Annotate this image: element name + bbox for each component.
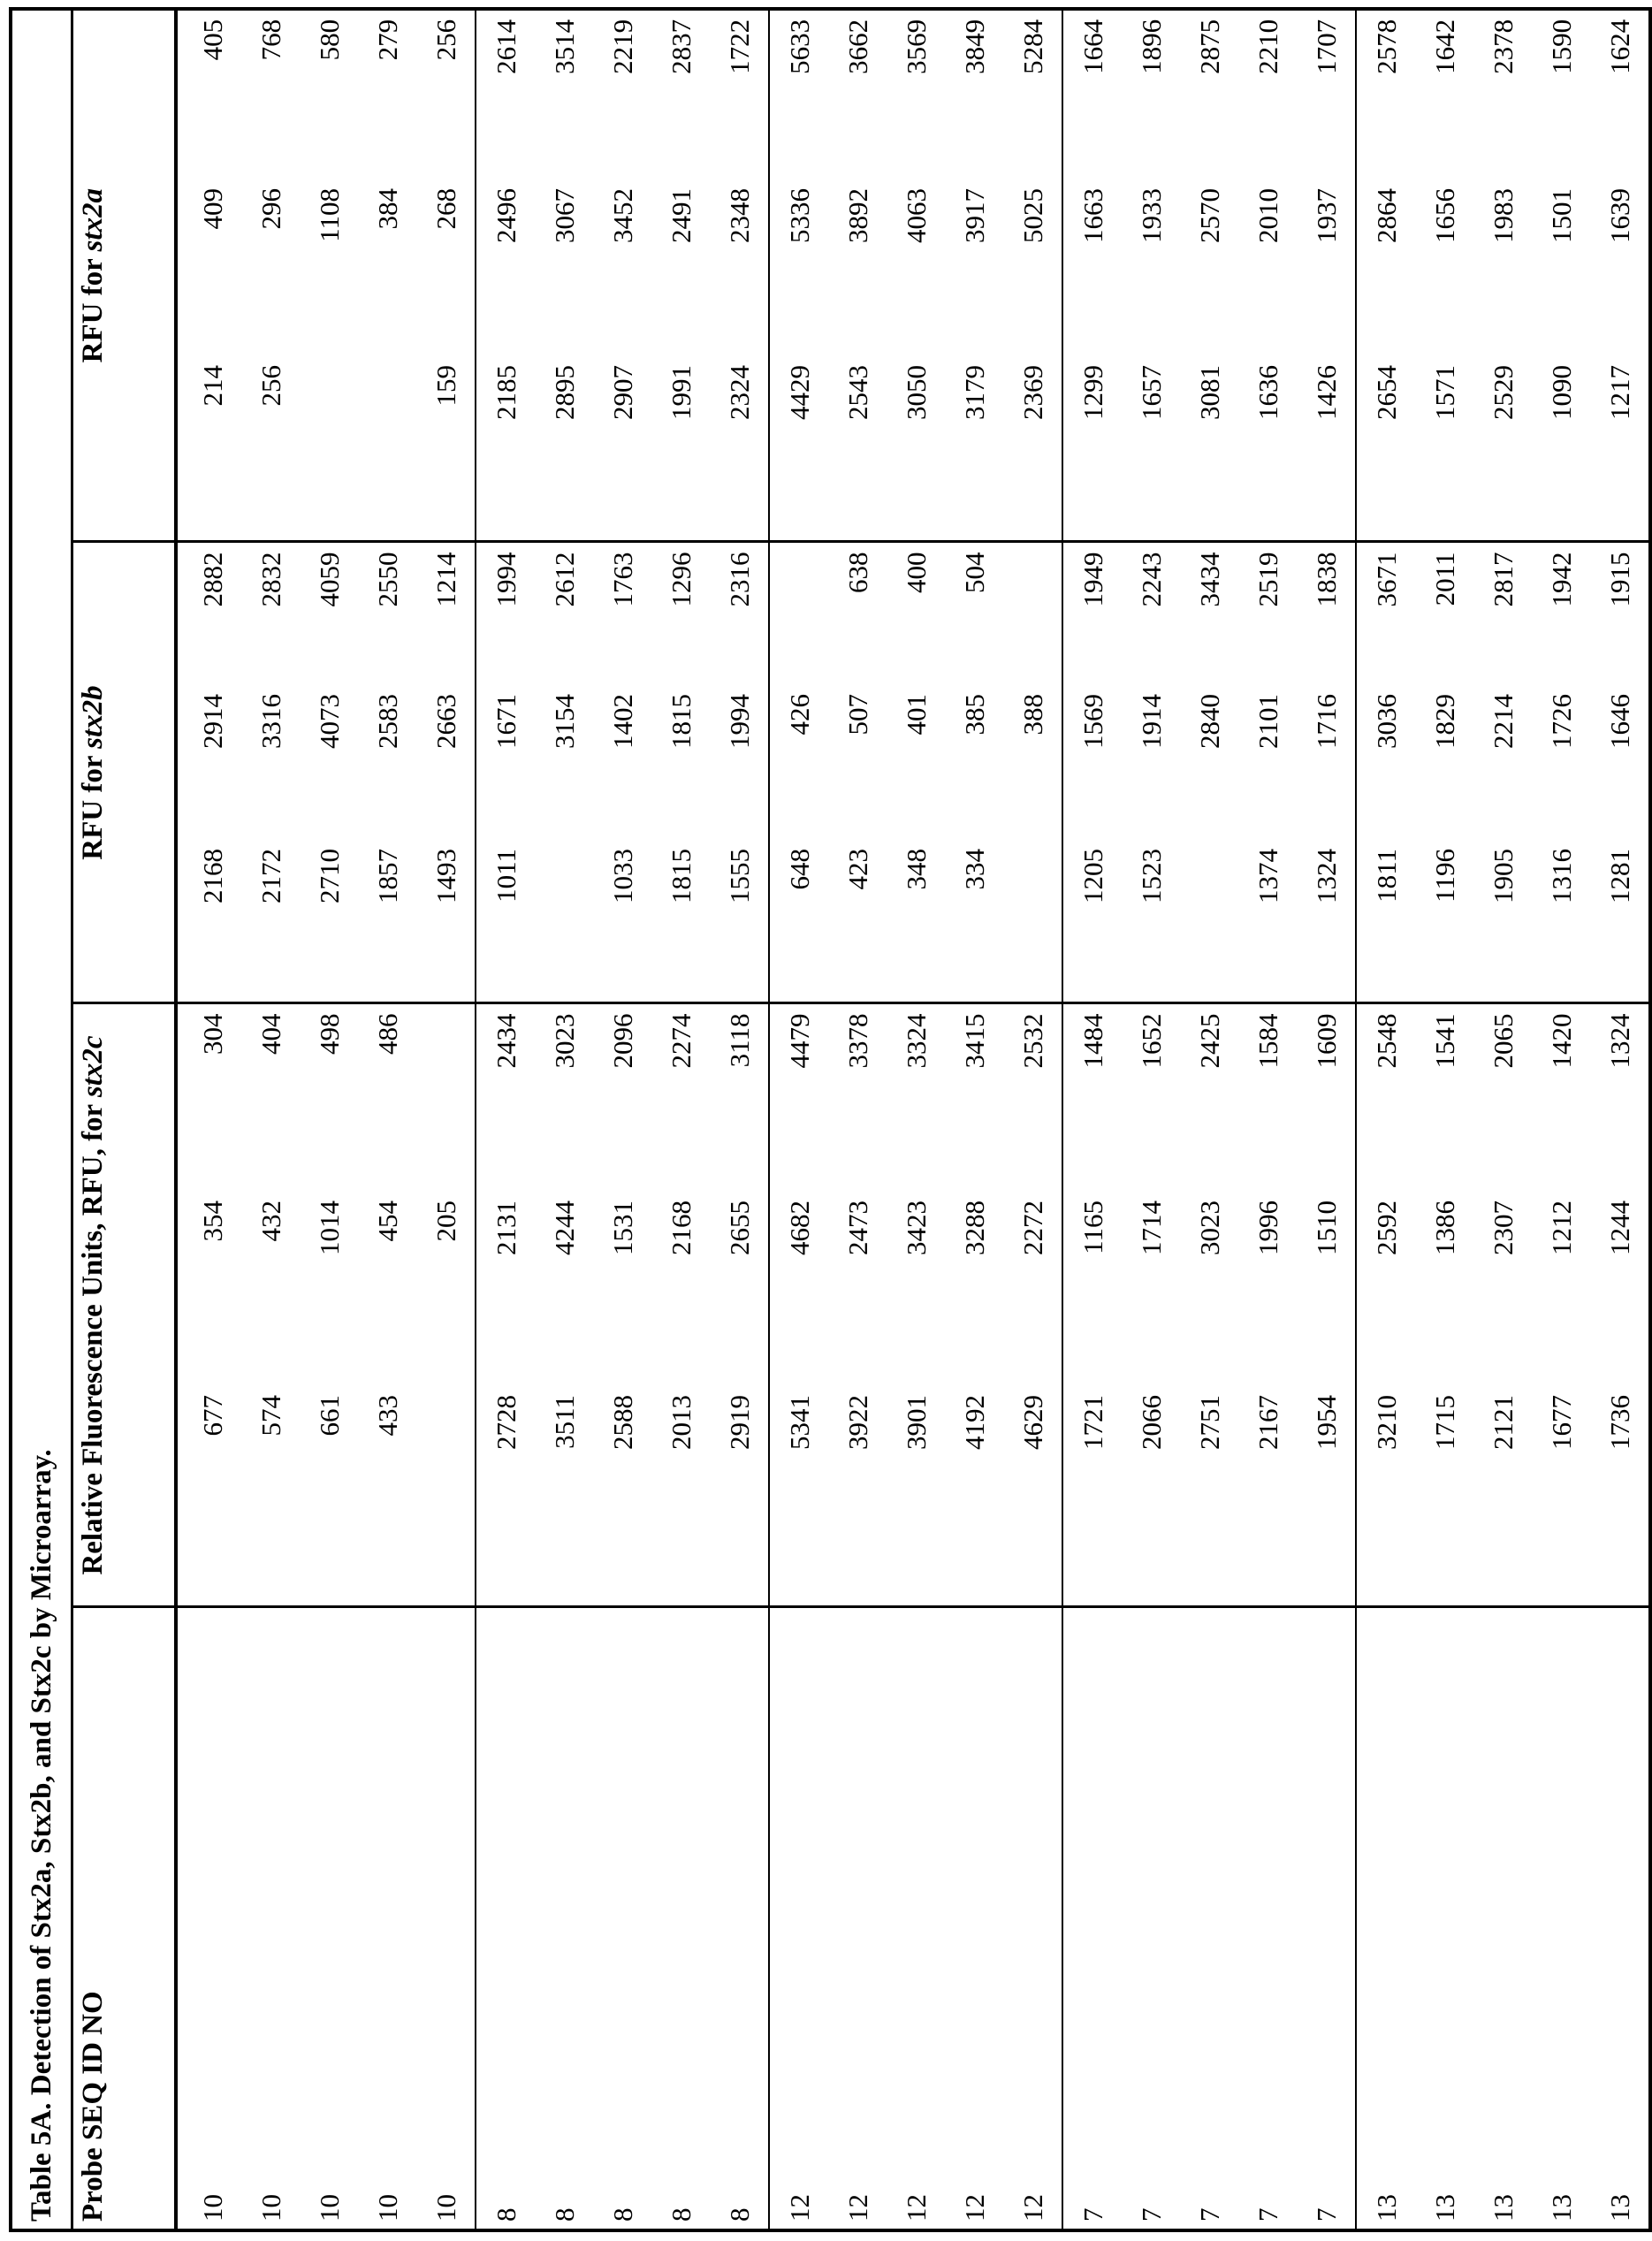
probe-id-cell: 10 (358, 1607, 416, 2230)
rfu-cell: 1646 (1590, 694, 1650, 849)
rfu-cell: 3452 (593, 188, 651, 365)
rfu-cell: 1584 (1238, 1003, 1297, 1201)
rfu-cell: 4479 (769, 1003, 828, 1201)
rfu-cell: 1642 (1415, 9, 1473, 188)
rfu-cell: 3081 (1180, 365, 1238, 542)
rfu-cell: 3662 (828, 9, 887, 188)
rfu-cell: 1991 (651, 365, 710, 542)
rfu-cell: 2274 (651, 1003, 710, 1201)
probe-id-cell: 13 (1473, 1607, 1532, 2230)
rfu-cell: 4629 (1003, 1395, 1062, 1607)
rfu-cell (300, 365, 358, 542)
table-row (535, 9, 593, 2230)
rfu-cell: 2121 (1473, 1395, 1532, 1607)
probe-id-cell: 8 (593, 1607, 651, 2230)
probe-id-cell: 12 (887, 1607, 945, 2230)
rfu-cell: 388 (1003, 694, 1062, 849)
rfu-cell: 354 (176, 1201, 241, 1395)
rfu-cell: 423 (828, 849, 887, 1003)
rfu-cell: 2011 (1415, 542, 1473, 694)
rfu-cell: 1736 (1590, 1395, 1650, 1607)
rfu-cell: 3378 (828, 1003, 887, 1201)
rfu-cell: 1402 (593, 694, 651, 849)
rfu-cell: 1954 (1297, 1395, 1356, 1607)
rfu-cell: 3288 (945, 1201, 1003, 1395)
table-row (1297, 9, 1356, 2230)
rfu-cell: 4059 (300, 542, 358, 694)
table-row (651, 9, 710, 2230)
rfu-cell: 2378 (1473, 9, 1532, 188)
rfu-cell: 1196 (1415, 849, 1473, 1003)
rfu-cell: 1636 (1238, 365, 1297, 542)
rfu-cell (535, 849, 593, 1003)
rfu-cell: 2612 (535, 542, 593, 694)
rfu-cell: 3511 (535, 1395, 593, 1607)
rfu-cell: 348 (887, 849, 945, 1003)
table-row (1238, 9, 1297, 2230)
header-gene: stx2c (77, 1035, 109, 1097)
rfu-cell: 3154 (535, 694, 593, 849)
rfu-cell (769, 542, 828, 694)
header-gene: stx2b (77, 685, 109, 749)
table-row (593, 9, 651, 2230)
rfu-cell: 1677 (1532, 1395, 1590, 1607)
table-row (945, 9, 1003, 2230)
table-row (476, 9, 535, 2230)
rfu-cell: 661 (300, 1395, 358, 1607)
probe-id-cell: 13 (1356, 1607, 1415, 2230)
rfu-cell: 205 (416, 1201, 476, 1395)
rfu-cell: 2168 (176, 849, 241, 1003)
rfu-cell: 2348 (710, 188, 769, 365)
rfu-cell: 2614 (476, 9, 535, 188)
rfu-cell: 279 (358, 9, 416, 188)
rfu-cell: 1296 (651, 542, 710, 694)
rfu-cell: 2907 (593, 365, 651, 542)
rfu-cell: 2434 (476, 1003, 535, 1201)
table-row (1122, 9, 1180, 2230)
rfu-cell: 2548 (1356, 1003, 1415, 1201)
rfu-cell: 2210 (1238, 9, 1297, 188)
rfu-cell: 2219 (593, 9, 651, 188)
rfu-cell: 1664 (1062, 9, 1122, 188)
table-row (887, 9, 945, 2230)
rfu-cell: 214 (176, 365, 241, 542)
rfu-cell: 2710 (300, 849, 358, 1003)
rfu-cell: 2010 (1238, 188, 1297, 365)
rfu-cell: 2214 (1473, 694, 1532, 849)
rfu-cell: 2491 (651, 188, 710, 365)
rfu-cell: 304 (176, 1003, 241, 1201)
rfu-cell: 256 (241, 365, 300, 542)
rfu-cell: 2272 (1003, 1201, 1062, 1395)
rfu-cell: 1420 (1532, 1003, 1590, 1201)
probe-id-cell: 12 (1003, 1607, 1062, 2230)
results-table (9, 7, 1652, 2232)
rfu-cell: 1763 (593, 542, 651, 694)
rfu-cell: 2369 (1003, 365, 1062, 542)
rfu-cell: 1656 (1415, 188, 1473, 365)
table-row (1062, 9, 1122, 2230)
rfu-cell: 1983 (1473, 188, 1532, 365)
rfu-cell: 1715 (1415, 1395, 1473, 1607)
rfu-cell: 1838 (1297, 542, 1356, 694)
rfu-cell: 3569 (887, 9, 945, 188)
probe-id-cell: 10 (416, 1607, 476, 2230)
rfu-cell: 1555 (710, 849, 769, 1003)
rfu-cell: 2592 (1356, 1201, 1415, 1395)
rfu-cell: 1721 (1062, 1395, 1122, 1607)
rfu-cell: 3415 (945, 1003, 1003, 1201)
rfu-cell: 1716 (1297, 694, 1356, 849)
rfu-cell: 385 (945, 694, 1003, 849)
rfu-cell: 2570 (1180, 188, 1238, 365)
rfu-cell (1180, 849, 1238, 1003)
rfu-cell: 2425 (1180, 1003, 1238, 1201)
rfu-cell: 432 (241, 1201, 300, 1395)
rfu-cell: 1108 (300, 188, 358, 365)
rfu-cell: 1707 (1297, 9, 1356, 188)
rfu-cell: 2663 (416, 694, 476, 849)
rfu-cell: 1994 (710, 694, 769, 849)
rfu-cell: 1426 (1297, 365, 1356, 542)
rfu-cell: 4192 (945, 1395, 1003, 1607)
probe-id-cell: 10 (176, 1607, 241, 2230)
rfu-cell: 1652 (1122, 1003, 1180, 1201)
rfu-cell: 3423 (887, 1201, 945, 1395)
rfu-cell: 1569 (1062, 694, 1122, 849)
rfu-cell: 1590 (1532, 9, 1590, 188)
rfu-cell: 1214 (416, 542, 476, 694)
table-row (1356, 9, 1415, 2230)
rfu-cell: 2324 (710, 365, 769, 542)
header-gene: stx2a (77, 188, 109, 252)
rfu-cell: 1722 (710, 9, 769, 188)
rfu-cell: 2882 (176, 542, 241, 694)
rfu-cell: 1014 (300, 1201, 358, 1395)
rfu-cell: 1281 (1590, 849, 1650, 1003)
header-stx2b (72, 542, 177, 1003)
rfu-cell: 1324 (1297, 849, 1356, 1003)
table-row (710, 9, 769, 2230)
rfu-cell: 1033 (593, 849, 651, 1003)
rfu-cell: 334 (945, 849, 1003, 1003)
rfu-cell: 648 (769, 849, 828, 1003)
rfu-cell: 1386 (1415, 1201, 1473, 1395)
table-row (1003, 9, 1062, 2230)
rfu-cell: 3036 (1356, 694, 1415, 849)
rfu-cell: 1937 (1297, 188, 1356, 365)
rfu-cell: 256 (416, 9, 476, 188)
rfu-cell: 1815 (651, 694, 710, 849)
header-probe: Probe SEQ ID NO (72, 1607, 177, 2230)
rfu-cell: 1609 (1297, 1003, 1356, 1201)
rfu-cell: 2832 (241, 542, 300, 694)
rfu-cell: 2167 (1238, 1395, 1297, 1607)
probe-id-cell: 7 (1180, 1607, 1238, 2230)
header-label: RFU for (77, 749, 109, 860)
rfu-cell: 2066 (1122, 1395, 1180, 1607)
table-row (769, 9, 828, 2230)
table-row (828, 9, 887, 2230)
rfu-cell: 1205 (1062, 849, 1122, 1003)
rfu-cell: 1714 (1122, 1201, 1180, 1395)
probe-id-cell: 8 (651, 1607, 710, 2230)
rfu-cell: 1857 (358, 849, 416, 1003)
rfu-cell: 2307 (1473, 1201, 1532, 1395)
probe-id-cell: 7 (1122, 1607, 1180, 2230)
rfu-cell: 2543 (828, 365, 887, 542)
rfu-cell: 2013 (651, 1395, 710, 1607)
rfu-cell: 2496 (476, 188, 535, 365)
rfu-cell: 2473 (828, 1201, 887, 1395)
rfu-cell: 159 (416, 365, 476, 542)
rfu-cell: 401 (887, 694, 945, 849)
table-title: Table 5A. Detection of Stx2a, Stx2b, and Stx2c by Microarray. (11, 9, 72, 2230)
probe-id-cell: 8 (535, 1607, 593, 2230)
table-row (176, 9, 241, 2230)
rfu-cell: 1829 (1415, 694, 1473, 849)
rfu-cell: 3901 (887, 1395, 945, 1607)
rfu-cell: 2519 (1238, 542, 1297, 694)
rfu-cell: 268 (416, 188, 476, 365)
rotated-page (0, 0, 1631, 2241)
rfu-cell: 2185 (476, 365, 535, 542)
rfu-cell: 1324 (1590, 1003, 1650, 1201)
rfu-cell: 3324 (887, 1003, 945, 1201)
rfu-cell: 3023 (1180, 1201, 1238, 1395)
rfu-cell: 1949 (1062, 542, 1122, 694)
rfu-cell: 2588 (593, 1395, 651, 1607)
header-stx2a (72, 9, 177, 542)
rfu-cell: 1933 (1122, 188, 1180, 365)
rfu-cell: 574 (241, 1395, 300, 1607)
rfu-cell: 486 (358, 1003, 416, 1201)
rfu-cell: 1815 (651, 849, 710, 1003)
rfu-cell: 2096 (593, 1003, 651, 1201)
rfu-cell: 3849 (945, 9, 1003, 188)
rfu-cell: 3922 (828, 1395, 887, 1607)
rfu-cell: 5341 (769, 1395, 828, 1607)
rfu-cell: 504 (945, 542, 1003, 694)
rfu-cell: 1011 (476, 849, 535, 1003)
rfu-cell: 4429 (769, 365, 828, 542)
rfu-cell: 2583 (358, 694, 416, 849)
rfu-cell: 1165 (1062, 1201, 1122, 1395)
rfu-cell: 1639 (1590, 188, 1650, 365)
rfu-cell: 1914 (1122, 694, 1180, 849)
rfu-cell: 3067 (535, 188, 593, 365)
rfu-cell: 1090 (1532, 365, 1590, 542)
table-row (1180, 9, 1238, 2230)
rfu-cell: 3316 (241, 694, 300, 849)
rfu-cell: 1915 (1590, 542, 1650, 694)
rfu-cell: 3892 (828, 188, 887, 365)
probe-id-cell: 7 (1238, 1607, 1297, 2230)
rfu-cell: 1217 (1590, 365, 1650, 542)
rfu-cell: 2728 (476, 1395, 535, 1607)
rfu-cell: 2243 (1122, 542, 1180, 694)
rfu-cell: 2817 (1473, 542, 1532, 694)
rfu-cell: 1510 (1297, 1201, 1356, 1395)
rfu-cell: 3210 (1356, 1395, 1415, 1607)
probe-id-cell: 12 (769, 1607, 828, 2230)
rfu-cell: 2101 (1238, 694, 1297, 849)
rfu-cell (1003, 849, 1062, 1003)
rfu-cell: 1493 (416, 849, 476, 1003)
rfu-cell: 5336 (769, 188, 828, 365)
probe-id-cell: 10 (300, 1607, 358, 2230)
rfu-cell: 409 (176, 188, 241, 365)
probe-id-cell: 12 (945, 1607, 1003, 2230)
rfu-cell: 5633 (769, 9, 828, 188)
rfu-cell: 2578 (1356, 9, 1415, 188)
probe-id-cell: 10 (241, 1607, 300, 2230)
probe-id-cell: 8 (710, 1607, 769, 2230)
rfu-cell: 3434 (1180, 542, 1238, 694)
rfu-cell: 4073 (300, 694, 358, 849)
rfu-cell: 1994 (476, 542, 535, 694)
table-row (358, 9, 416, 2230)
rfu-cell: 1484 (1062, 1003, 1122, 1201)
header-label: Relative Fluorescence Units, RFU, for (77, 1097, 109, 1574)
rfu-cell: 4244 (535, 1201, 593, 1395)
rfu-cell: 5284 (1003, 9, 1062, 188)
rfu-cell: 2919 (710, 1395, 769, 1607)
rfu-cell: 1316 (1532, 849, 1590, 1003)
rfu-cell: 3023 (535, 1003, 593, 1201)
rfu-cell: 2914 (176, 694, 241, 849)
rfu-cell: 2065 (1473, 1003, 1532, 1201)
rfu-cell: 3917 (945, 188, 1003, 365)
rfu-cell: 1523 (1122, 849, 1180, 1003)
rfu-cell (1003, 542, 1062, 694)
rfu-cell: 3118 (710, 1003, 769, 1201)
probe-id-cell: 7 (1062, 1607, 1122, 2230)
rfu-cell: 2529 (1473, 365, 1532, 542)
rfu-cell: 1374 (1238, 849, 1297, 1003)
probe-id-cell: 13 (1590, 1607, 1650, 2230)
rfu-cell: 1571 (1415, 365, 1473, 542)
rfu-cell: 2654 (1356, 365, 1415, 542)
rfu-cell: 1671 (476, 694, 535, 849)
rfu-cell: 400 (887, 542, 945, 694)
rfu-cell: 1996 (1238, 1201, 1297, 1395)
rfu-cell: 405 (176, 9, 241, 188)
rfu-cell: 5025 (1003, 188, 1062, 365)
rfu-cell: 1501 (1532, 188, 1590, 365)
rfu-cell: 3050 (887, 365, 945, 542)
table-row (1532, 9, 1590, 2230)
rfu-cell: 4682 (769, 1201, 828, 1395)
rfu-cell: 507 (828, 694, 887, 849)
header-label: RFU for (77, 252, 109, 363)
rfu-cell: 1811 (1356, 849, 1415, 1003)
rfu-cell: 1244 (1590, 1201, 1650, 1395)
rfu-cell: 1212 (1532, 1201, 1590, 1395)
rfu-cell: 580 (300, 9, 358, 188)
rfu-cell: 2532 (1003, 1003, 1062, 1201)
rfu-cell (416, 1395, 476, 1607)
probe-id-cell: 12 (828, 1607, 887, 2230)
rfu-cell: 384 (358, 188, 416, 365)
probe-id-cell: 8 (476, 1607, 535, 2230)
rfu-cell: 296 (241, 188, 300, 365)
rfu-cell: 2864 (1356, 188, 1415, 365)
rfu-cell: 768 (241, 9, 300, 188)
rfu-cell: 1663 (1062, 188, 1122, 365)
rfu-cell: 2131 (476, 1201, 535, 1395)
table-row (1415, 9, 1473, 2230)
rfu-cell: 3514 (535, 9, 593, 188)
probe-id-cell: 7 (1297, 1607, 1356, 2230)
rfu-cell: 2550 (358, 542, 416, 694)
rfu-cell: 1531 (593, 1201, 651, 1395)
rfu-cell: 498 (300, 1003, 358, 1201)
rfu-cell: 3671 (1356, 542, 1415, 694)
rfu-cell: 1657 (1122, 365, 1180, 542)
rfu-cell: 1624 (1590, 9, 1650, 188)
table-row (300, 9, 358, 2230)
table-row (416, 9, 476, 2230)
rfu-cell: 638 (828, 542, 887, 694)
rfu-cell (358, 365, 416, 542)
rfu-cell: 4063 (887, 188, 945, 365)
rfu-cell: 2837 (651, 9, 710, 188)
rfu-cell: 2875 (1180, 9, 1238, 188)
rfu-cell: 404 (241, 1003, 300, 1201)
rfu-cell: 677 (176, 1395, 241, 1607)
rfu-cell: 454 (358, 1201, 416, 1395)
rfu-cell (416, 1003, 476, 1201)
rfu-cell: 1726 (1532, 694, 1590, 849)
rfu-cell: 2751 (1180, 1395, 1238, 1607)
table-row (1473, 9, 1532, 2230)
rfu-cell: 2655 (710, 1201, 769, 1395)
probe-id-cell: 13 (1415, 1607, 1473, 2230)
rfu-cell: 2895 (535, 365, 593, 542)
rfu-cell: 1905 (1473, 849, 1532, 1003)
rfu-cell: 1541 (1415, 1003, 1473, 1201)
rfu-cell: 433 (358, 1395, 416, 1607)
rfu-cell: 1299 (1062, 365, 1122, 542)
rfu-cell: 2840 (1180, 694, 1238, 849)
rfu-cell: 426 (769, 694, 828, 849)
probe-id-cell: 13 (1532, 1607, 1590, 2230)
rfu-cell: 1896 (1122, 9, 1180, 188)
rfu-cell: 3179 (945, 365, 1003, 542)
rfu-cell: 1942 (1532, 542, 1590, 694)
table-row (1590, 9, 1650, 2230)
rfu-cell: 2172 (241, 849, 300, 1003)
header-stx2c (72, 1003, 177, 1607)
rfu-cell: 2168 (651, 1201, 710, 1395)
table-row (241, 9, 300, 2230)
rfu-cell: 2316 (710, 542, 769, 694)
